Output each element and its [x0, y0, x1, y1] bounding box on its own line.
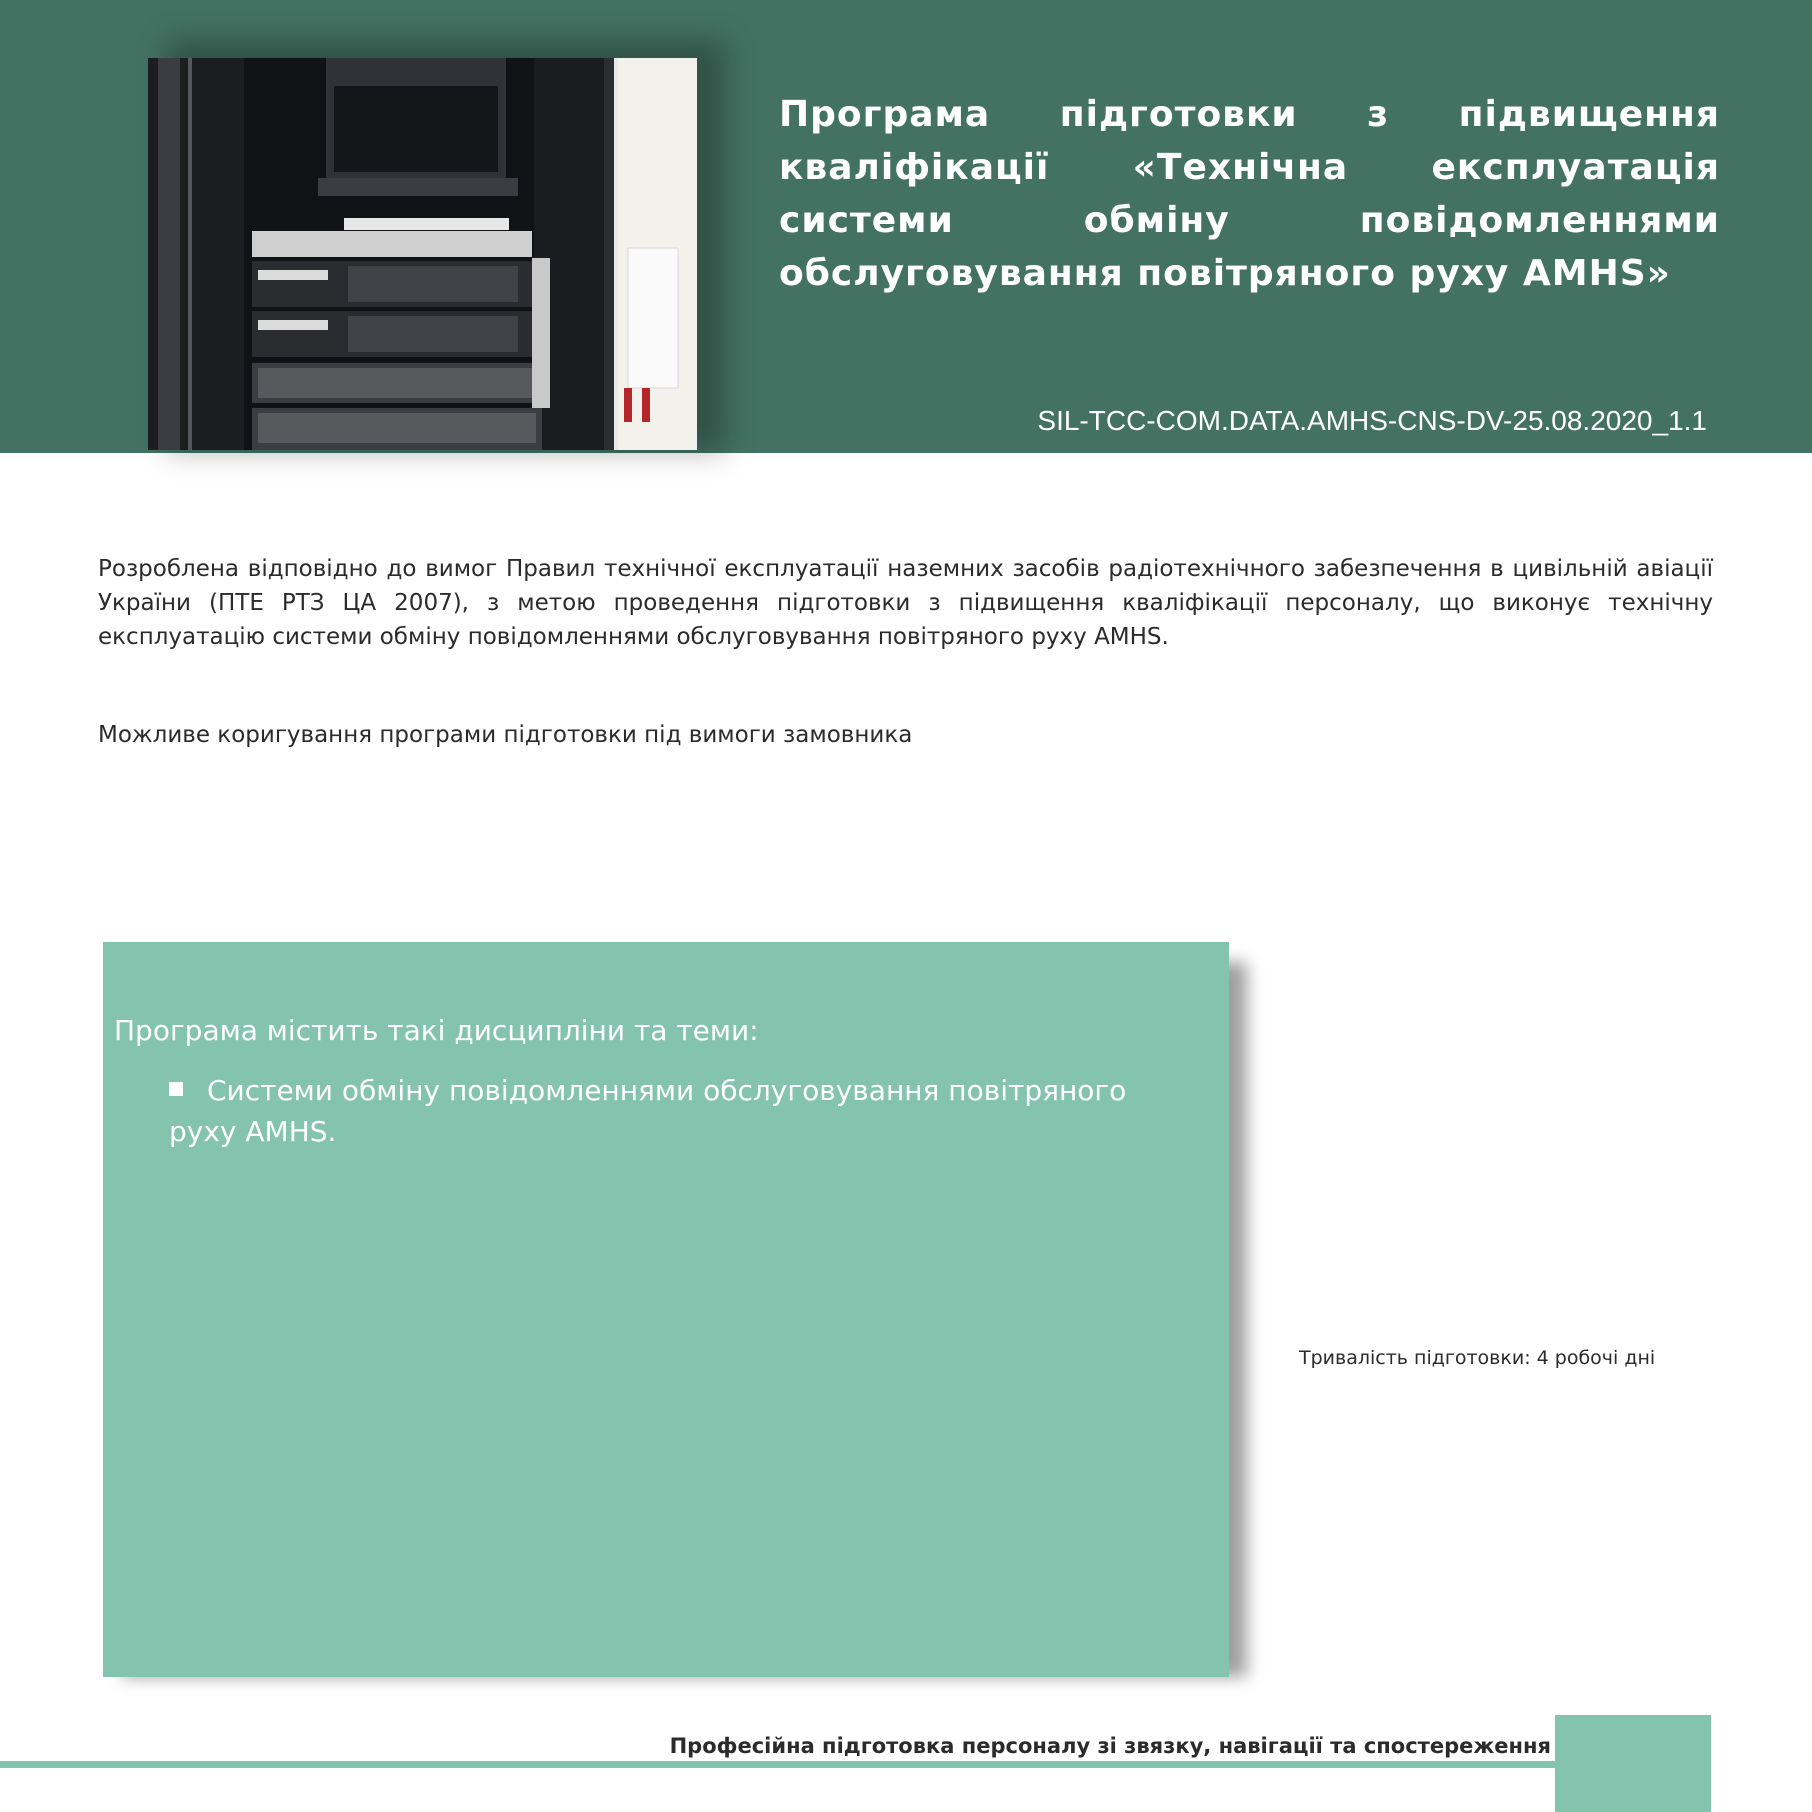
document-code: SIL-TCC-COM.DATA.AMHS-CNS-DV-25.08.2020_1.1 [1037, 405, 1707, 436]
customization-note: Можливе коригування програми підготовки під вимоги замовника [98, 722, 913, 748]
footer-block [1555, 1715, 1711, 1812]
discipline-text: Системи обміну повідомленнями обслуговування повітряного руху AMHS. [169, 1074, 1127, 1148]
intro-paragraph: Розроблена відповідно до вимог Правил технічної експлуатації наземних засобів радіотехнічного забезпечення в цивільній авіації України (ПТЕ РТЗ ЦА 2007), з метою проведення підготовки з підвищення кваліфікації персоналу, що виконує технічну експлуатацію системи обміну повідомленнями обслуговування повітряного руху AMHS. [98, 556, 1713, 650]
disciplines-heading: Програма містить такі дисципліни та теми: [114, 1014, 759, 1047]
server-rack-photo [148, 58, 697, 450]
disciplines-list [169, 1070, 1199, 1152]
square-bullet-icon [169, 1082, 183, 1096]
training-duration: Тривалість підготовки: 4 робочі дні [1299, 1347, 1656, 1369]
disciplines-box [103, 942, 1229, 1677]
footer-line [0, 1761, 1555, 1768]
server-rack-illustration [148, 58, 697, 450]
list-item [169, 1070, 1199, 1152]
footer-text: Професійна підготовка персоналу зі звязку, навігації та спостереження [669, 1734, 1551, 1758]
document-title: Програма підготовки з підвищення кваліфікації «Технічна експлуатація системи обміну повідомленнями обслуговування повітряного руху AMHS» [779, 94, 1720, 294]
